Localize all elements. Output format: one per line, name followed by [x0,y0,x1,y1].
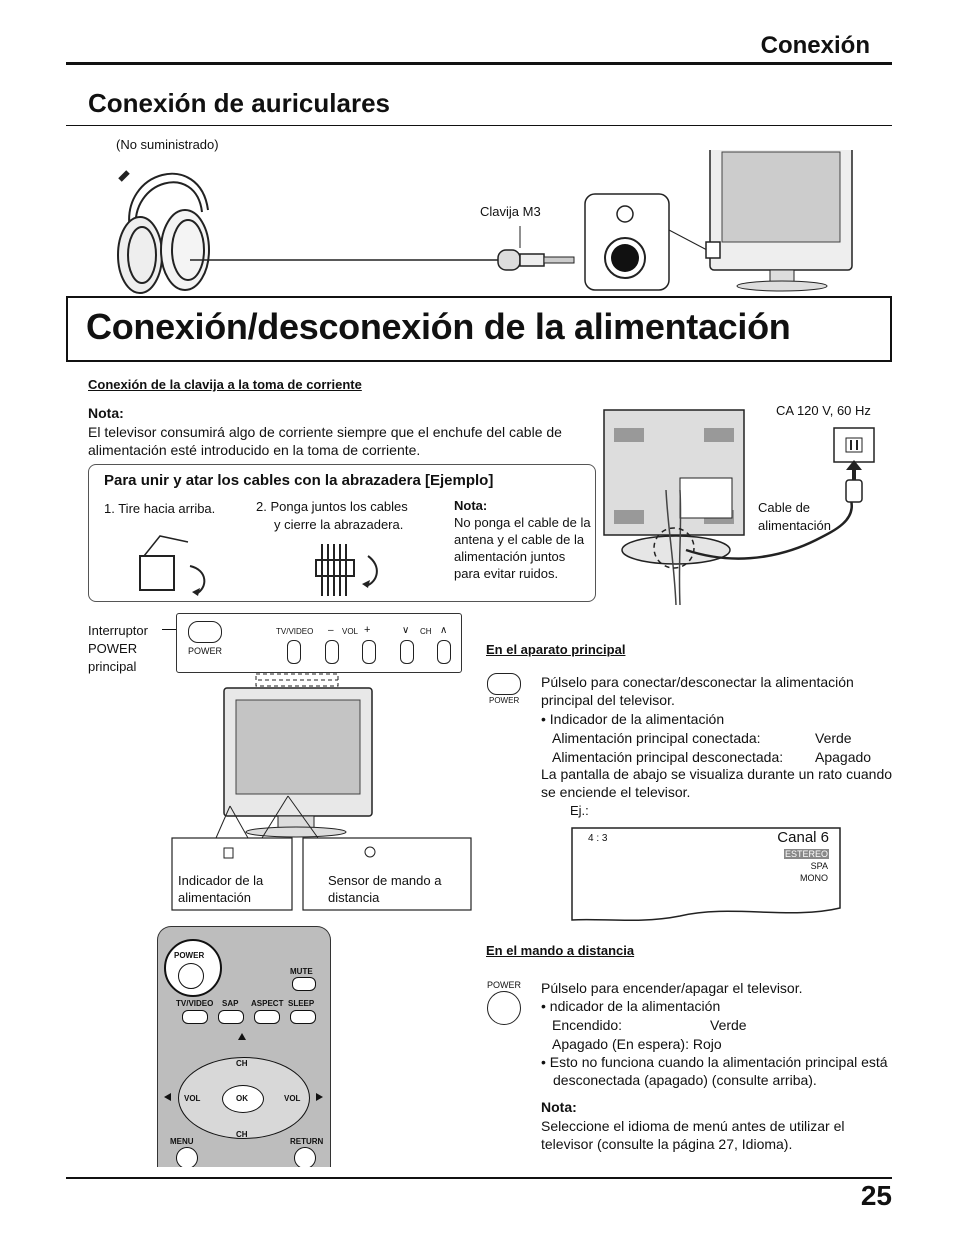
main-on-value: Verde [815,730,852,746]
main-screen-note: La pantalla de abajo se visualiza durante un rato cuando se enciende el televisor. [541,766,893,800]
vol-up-panel-button[interactable] [362,640,376,664]
clamp-title: Para unir y atar los cables con la abrazadera [Ejemplo] [104,472,494,489]
footer-rule [66,1177,892,1179]
main-off-label: Alimentación principal desconectada: [552,749,784,765]
headphones-icon [118,172,209,293]
remote-vol-left-label[interactable]: VOL [184,1094,201,1103]
remote-sap-button[interactable] [218,1010,244,1024]
remote-on-label: Encendido: [552,1017,623,1033]
power-note-title: Nota: [88,405,124,421]
power-title: Conexión/desconexión de la alimentación [86,306,791,347]
remote-power-icon [487,991,521,1025]
remote-ok-label: OK [236,1094,248,1103]
headphone-jack-inset [585,194,669,290]
remote-tvvideo-label: TV/VIDEO [176,999,214,1008]
power-note-text: El televisor consumirá algo de corriente siempre que el enchufe del cable de alimentación esté introducido en la toma de corriente. [88,424,562,458]
channel-label: Canal 6 [777,829,829,846]
remote-tvvideo-button[interactable] [182,1010,208,1024]
remote-sleep-button[interactable] [290,1010,316,1024]
vol-panel-label: VOL [342,627,359,636]
remote-mute-button[interactable] [292,977,316,991]
switch-label-3: principal [88,659,137,674]
arrow-up-icon [238,1033,246,1040]
remote-power-button[interactable] [178,963,204,989]
remote-menu-label: MENU [170,1137,194,1146]
aspect-label: 4 : 3 [588,833,608,844]
spa-label: SPA [810,861,828,871]
clamp-step1: 1. Tire hacia arriba. [104,501,216,516]
ch-up-label: ∧ [440,625,448,636]
remote-ch-down-label[interactable]: CH [236,1130,248,1139]
remote-return-label: RETURN [290,1137,324,1146]
remote-note-title: Nota: [541,1099,577,1115]
main-power-switch[interactable] [188,621,222,643]
remote-off-line: Apagado (En espera): Rojo [552,1036,722,1052]
power-subheading: Conexión de la clavija a la toma de corriente [88,377,362,392]
not-supplied-label: (No suministrado) [116,137,219,152]
clamp-note-text: No ponga el cable de la antena y el cable de la alimentación juntos para evitar ruidos. [454,515,591,581]
ch-up-panel-button[interactable] [437,640,451,664]
header-rule [66,62,892,65]
vol-down-panel-button[interactable] [325,640,339,664]
mono-label: MONO [800,873,828,883]
arrow-left-icon [164,1093,171,1101]
clamp-step2-line2: y cierre la abrazadera. [274,517,404,532]
remote-ch-up-label[interactable]: CH [236,1059,248,1068]
arrow-right-icon [316,1093,323,1101]
vol-plus-label: + [364,624,371,636]
remote-mute-label: MUTE [290,967,313,976]
clamp-illustration [130,526,390,600]
remote-control [157,926,331,1167]
main-on-label: Alimentación principal conectada: [552,730,761,746]
headphones-diagram [100,150,900,300]
remote-sensor-label: Sensor de mando a distancia [328,873,442,905]
remote-bullet1: • ndicador de la alimentación [541,998,721,1014]
cable-label-2: alimentación [758,518,831,533]
ch-down-label: ∨ [402,625,410,636]
remote-power-label: POWER [174,951,205,960]
remote-heading: En el mando a distancia [486,943,635,958]
clamp-note-title: Nota: [454,498,488,513]
main-unit-bullet: • Indicador de la alimentación [541,711,725,727]
switch-label-2: POWER [88,641,138,656]
remote-vol-right-label[interactable]: VOL [284,1094,301,1103]
cable-label-1: Cable de [758,500,811,515]
main-off-value: Apagado [815,749,872,765]
remote-on-value: Verde [710,1017,747,1033]
remote-desc: Púlselo para encender/apagar el televisor. [541,980,803,996]
section-title: Conexión [760,32,870,59]
tvvideo-panel-button[interactable] [287,640,301,664]
switch-label-1: Interruptor [88,623,148,638]
headphones-title: Conexión de auriculares [88,88,390,118]
ac-label: CA 120 V, 60 Hz [776,403,871,418]
remote-bullet2: • Esto no funciona cuando la alimentación principal está desconectada (apagado) (consulte arriba). [541,1054,888,1088]
remote-aspect-label: ASPECT [251,999,284,1008]
remote-sap-label: SAP [222,999,239,1008]
tv-back-diagram [596,400,896,610]
plug-icon [498,226,574,270]
power-indicator-label: Indicador de la alimentación [178,873,264,905]
example-label: Ej.: [570,803,589,818]
remote-sleep-label: SLEEP [288,999,315,1008]
ch-panel-label: CH [420,627,432,636]
stereo-badge: ESTEREO [784,849,828,859]
remote-menu-button[interactable] [176,1147,198,1167]
main-unit-power-label: POWER [489,696,520,705]
remote-aspect-button[interactable] [254,1010,280,1024]
remote-power-icon-label: POWER [487,980,522,990]
power-panel-label: POWER [188,646,223,656]
headphones-rule [66,125,892,126]
control-panel [176,613,462,673]
main-unit-desc: Púlselo para conectar/desconectar la alimentación principal del televisor. [541,674,854,708]
tv-side-view [706,150,852,291]
ch-down-panel-button[interactable] [400,640,414,664]
remote-return-button[interactable] [294,1147,316,1167]
tvvideo-panel-label: TV/VIDEO [276,627,314,636]
plug-label: Clavija M3 [480,204,541,219]
main-unit-heading: En el aparato principal [486,642,626,657]
page-number: 25 [860,1180,892,1211]
main-unit-power-icon [487,673,521,695]
vol-minus-label: – [328,625,334,636]
clamp-step2-line1: 2. Ponga juntos los cables [256,499,408,514]
remote-note-text: Seleccione el idioma de menú antes de utilizar el televisor (consulte la página 27, Idioma). [541,1118,845,1152]
